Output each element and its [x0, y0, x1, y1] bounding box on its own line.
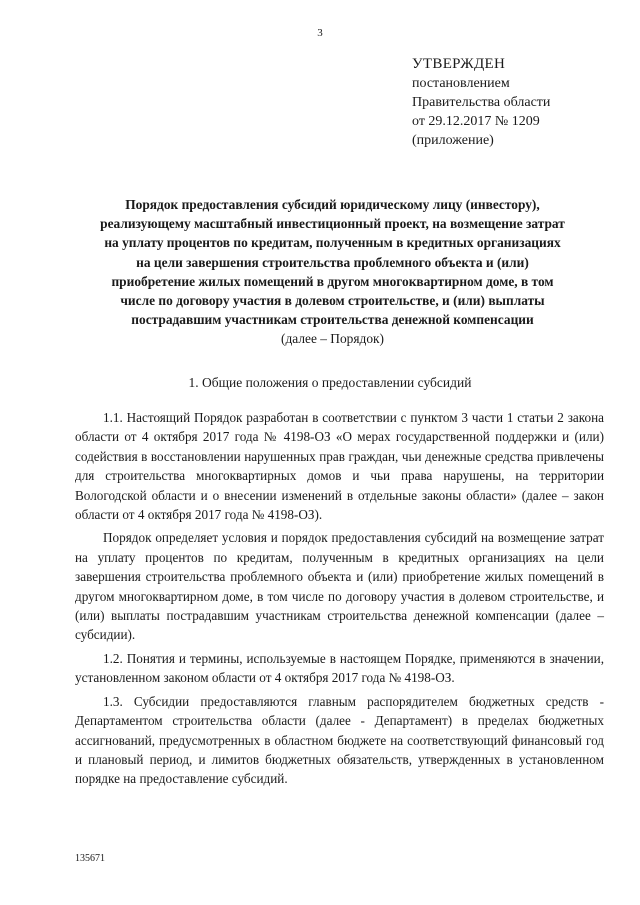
page-number: 3 — [317, 27, 323, 39]
title-line: на цели завершения строительства проблемного объекта и (или) — [136, 254, 529, 270]
body-text — [75, 408, 604, 793]
approval-heading: УТВЕРЖДЕН — [412, 56, 506, 72]
title-line: на уплату процентов по кредитам, полученным в кредитных организациях — [104, 235, 561, 251]
approval-line: от 29.12.2017 № 1209 — [412, 114, 540, 129]
approval-line: Правительства области — [412, 95, 551, 110]
section-heading: 1. Общие положения о предоставлении субсидий — [188, 375, 472, 390]
title-line: пострадавшим участникам строительства денежной компенсации — [131, 312, 534, 328]
document-title — [60, 195, 605, 349]
paragraph: 1.3. Субсидии предоставляются главным распорядителем бюджетных средств - Департаментом строительства области (далее - Департамент) в пределах бюджетных ассигнований, предусмотренных в областном бюджете на соответствующий финансовый год и плановый период, и лимитов бюджетных обязательств, утвержденных в установленном порядке на предоставление субсидий. — [75, 693, 604, 787]
approval-block — [412, 55, 550, 150]
title-note: (далее – Порядок) — [281, 331, 384, 347]
title-line: приобретение жилых помещений в другом многоквартирном доме, в том — [111, 273, 554, 289]
title-line: числе по договору участия в долевом строительстве, и (или) выплаты — [120, 293, 545, 309]
paragraph: 1.1. Настоящий Порядок разработан в соответствии с пунктом 3 части 1 статьи 2 закона области от 4 октября 2017 года № 4198-ОЗ «О мерах государственной поддержки и (или) содействия в восстановлении нарушенных прав граждан, чьи денежные средства привлечены для строительства многоквартирных домов и чьи права нарушены, на территории Вологодской области и о внесении изменений в отдельные законы области» (далее – закон области от 4 октября 2017 года № 4198-ОЗ). — [75, 410, 604, 523]
document-code: 135671 — [75, 853, 105, 864]
paragraph: 1.2. Понятия и термины, используемые в настоящем Порядке, применяются в значении, установленном законом области от 4 октября 2017 года № 4198-ОЗ. — [75, 650, 604, 686]
title-line: Порядок предоставления субсидий юридическому лицу (инвестору), — [125, 197, 540, 212]
approval-line: постановлением — [412, 76, 510, 91]
approval-line: (приложение) — [412, 133, 494, 148]
paragraph: Порядок определяет условия и порядок предоставления субсидий на возмещение затрат на уплату процентов по кредитам, полученным в кредитных организациях на цели завершения строительства проблемного объекта и (или) приобретение жилых помещений в другом многоквартирном доме, в том числе по договору участия в долевом строительстве, и (или) выплаты пострадавшим участникам строительства денежной компенсации (далее – субсидии). — [75, 530, 604, 643]
title-line: реализующему масштабный инвестиционный проект, на возмещение затрат — [100, 216, 565, 232]
